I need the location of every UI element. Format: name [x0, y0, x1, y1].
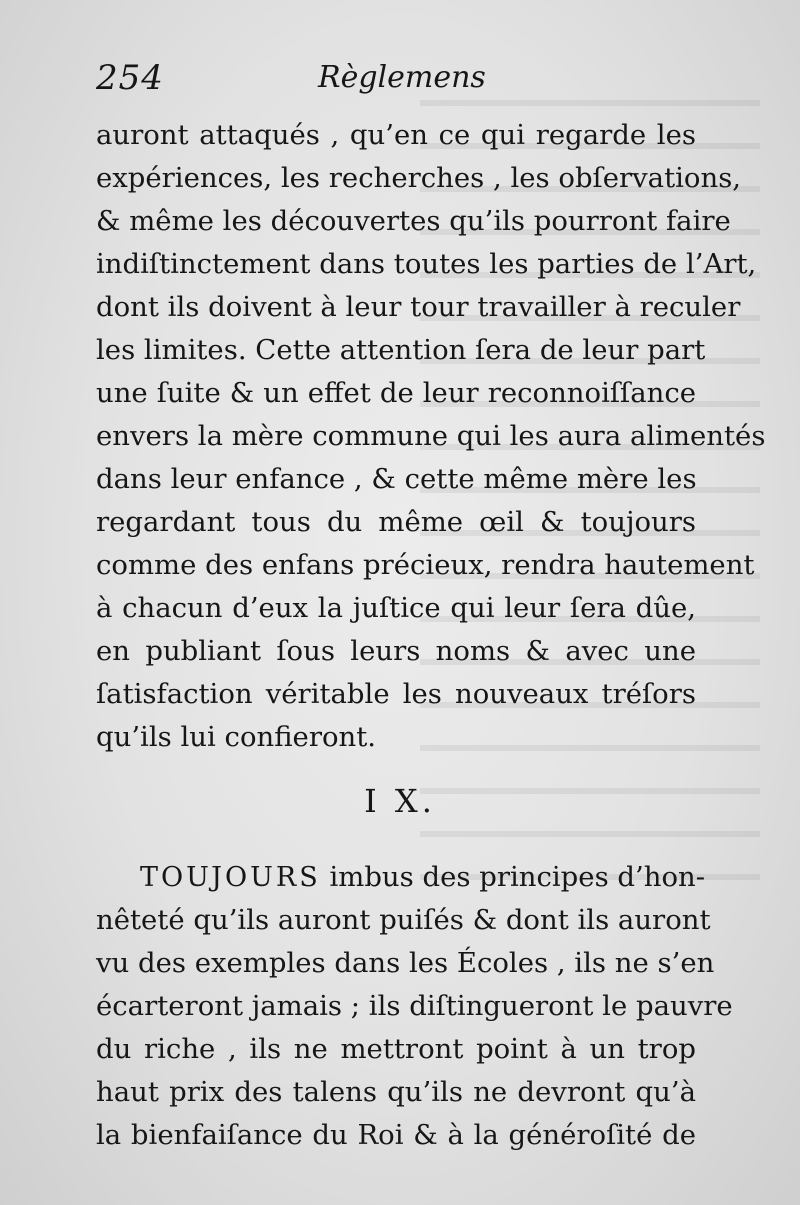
text-line: nêteté qu’ils auront puiſés & dont ils auront: [96, 904, 711, 936]
text-line: haut prix des talens qu’ils ne devront qu’à: [96, 1076, 696, 1108]
text-line: une ſuite & un effet de leur reconnoiſſance: [96, 377, 696, 409]
text-line: vu des exemples dans les Écoles , ils ne s’en: [96, 947, 715, 979]
text-line: du riche , ils ne mettront point à un trop: [96, 1033, 696, 1065]
text-line: & même les découvertes qu’ils pourront faire: [96, 205, 731, 237]
text-line: comme des enfans précieux, rendra hautement: [96, 549, 755, 581]
text-line: écarteront jamais ; ils diſtingueront le pauvre: [96, 990, 733, 1022]
paragraph-section-ix: [96, 856, 733, 1157]
text-line: dans leur enfance , & cette même mère les: [96, 463, 697, 495]
section-heading: I X.: [364, 782, 436, 820]
text-line: les limites. Cette attention ſera de leur part: [96, 334, 706, 366]
text-line: en publiant ſous leurs noms & avec une: [96, 635, 696, 667]
text-line: indiſtinctement dans toutes les parties de l’Art,: [96, 248, 757, 280]
lead-word: TOUJOURS: [140, 862, 321, 893]
text-line-first: [96, 856, 706, 899]
first-line-rest: imbus des principes d’hon-: [320, 861, 706, 893]
text-line: dont ils doivent à leur tour travailler à reculer: [96, 291, 741, 323]
paragraph-continued: [96, 114, 766, 759]
text-line: qu’ils lui confieront.: [96, 721, 377, 753]
running-head: [96, 58, 696, 102]
text-line: auront attaqués , qu’en ce qui regarde les: [96, 119, 696, 151]
text-line: envers la mère commune qui les aura alimentés: [96, 420, 766, 452]
text-line: regardant tous du même œil & toujours: [96, 506, 696, 538]
text-line: la bienfaiſance du Roi & à la généroſité de: [96, 1119, 696, 1151]
page-number: 254: [96, 58, 164, 98]
text-line: expériences, les recherches , les obſervations,: [96, 162, 742, 194]
text-line: ſatisfaction véritable les nouveaux tréſors: [96, 678, 696, 710]
running-title: Règlemens: [318, 60, 486, 95]
text-line: à chacun d’eux la juſtice qui leur ſera dûe,: [96, 592, 696, 624]
